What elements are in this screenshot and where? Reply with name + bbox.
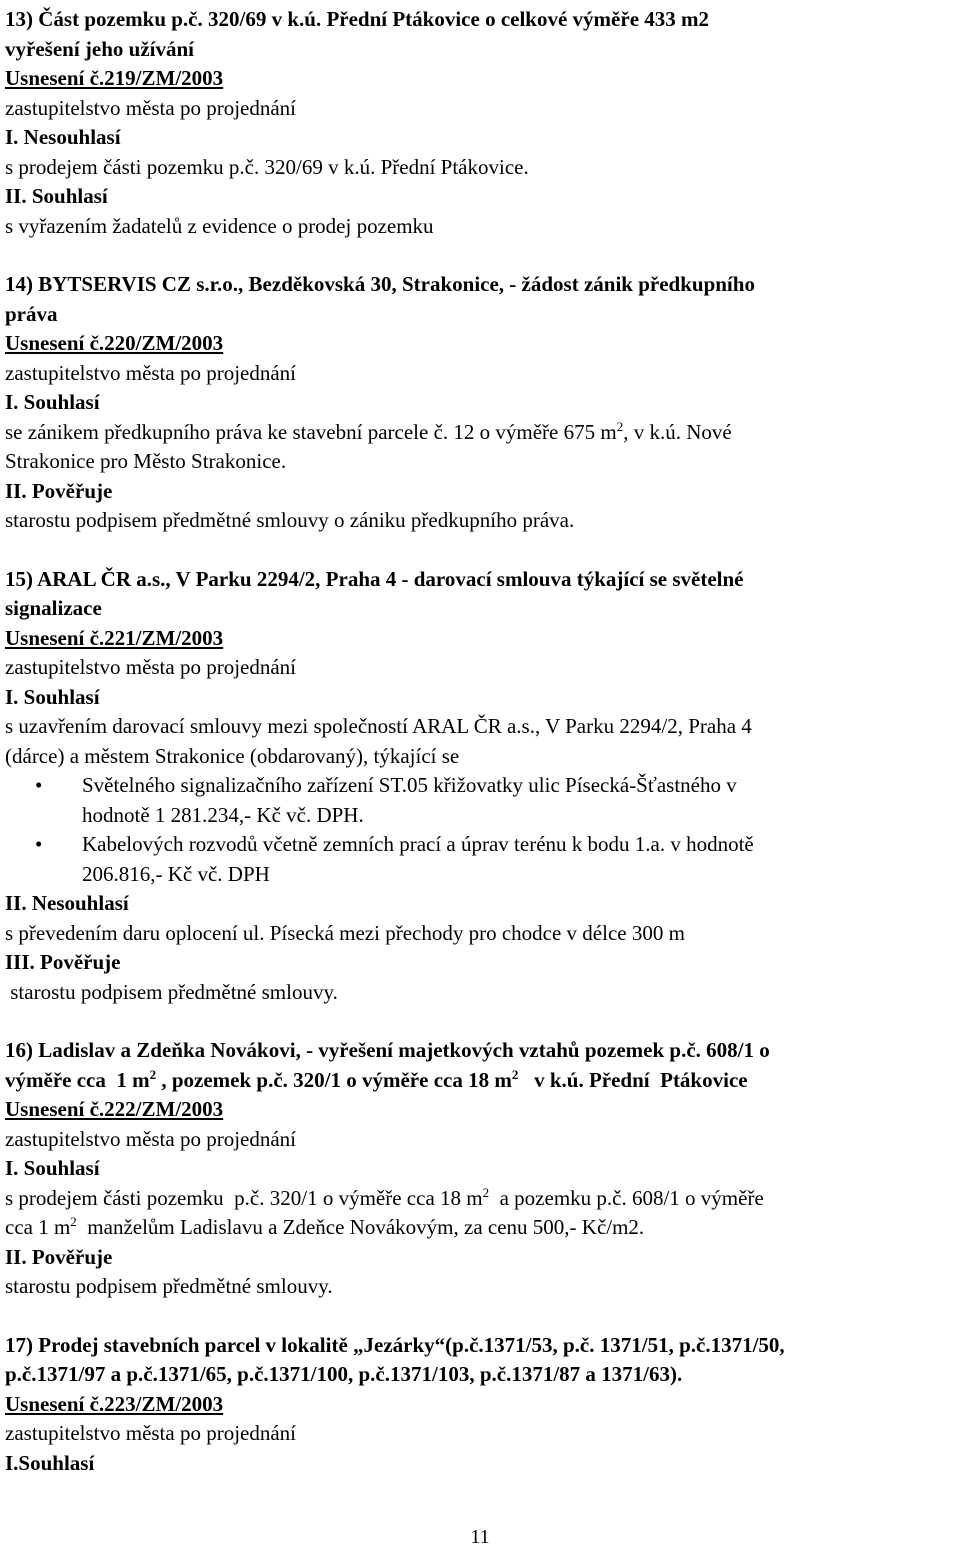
superscript: 2 — [70, 1214, 77, 1229]
agenda-item-13 — [5, 5, 960, 241]
bullet-item — [5, 771, 960, 801]
decision-label: II. Pověřuje — [5, 1244, 113, 1269]
decision-text: s vyřazením žadatelů z evidence o prodej pozemku — [5, 213, 434, 238]
agenda-item-16 — [5, 1036, 960, 1302]
council-statement: zastupitelstvo města po projednání — [5, 1421, 297, 1445]
agenda-item-15 — [5, 565, 960, 1008]
decision-text-part: , v k.ú. Nové — [623, 419, 732, 444]
bullet-text: Světelného signalizačního zařízení ST.05 křižovatky ulic Písecká-Šťastného v — [82, 773, 737, 797]
decision-label: I. Souhlasí — [5, 684, 100, 709]
superscript: 2 — [482, 1184, 490, 1200]
decision-text-part: manželům Ladislavu a Zdeňce Novákovým, za cenu 500,- Kč/m2. — [76, 1215, 645, 1239]
item-heading-line: 15) ARAL ČR a.s., V Parku 2294/2, Praha 4 - darovací smlouva týkající se světelné — [5, 566, 744, 591]
decision-text-part: se zánikem předkupního práva ke stavební parcele č. 12 o výměře 675 m — [5, 419, 617, 444]
council-statement: zastupitelstvo města po projednání — [5, 360, 297, 385]
bullet-list — [5, 771, 960, 889]
decision-label: II. Pověřuje — [5, 478, 113, 503]
bullet-icon: • — [35, 832, 43, 856]
decision-label: I. Nesouhlasí — [5, 125, 121, 149]
council-statement: zastupitelstvo města po projednání — [5, 1126, 297, 1151]
decision-text: Strakonice pro Město Strakonice. — [5, 449, 287, 473]
decision-text — [5, 1213, 960, 1243]
decision-label: II. Nesouhlasí — [5, 891, 129, 915]
agenda-item-14 — [5, 270, 960, 536]
decision-label: I. Souhlasí — [5, 390, 100, 414]
resolution-number: Usnesení č.222/ZM/2003 — [5, 1097, 224, 1121]
bullet-text: hodnotě 1 281.234,- Kč vč. DPH. — [82, 802, 364, 827]
page-number: 11 — [470, 1526, 490, 1548]
decision-label: II. Souhlasí — [5, 184, 108, 208]
heading-part: v k.ú. Přední Ptákovice — [518, 1067, 748, 1092]
item-heading-line: práva — [5, 301, 58, 326]
item-heading-line — [5, 1066, 960, 1096]
heading-part: , pozemek p.č. 320/1 o výměře cca 18 m — [156, 1067, 512, 1092]
resolution-number: Usnesení č.220/ZM/2003 — [5, 331, 224, 355]
decision-text: s uzavřením darovací smlouvy mezi společností ARAL ČR a.s., V Parku 2294/2, Praha 4 — [5, 714, 752, 738]
superscript: 2 — [511, 1066, 519, 1082]
decision-text-part: s prodejem části pozemku p.č. 320/1 o výměře cca 18 m — [5, 1185, 483, 1210]
decision-text: starostu podpisem předmětné smlouvy o zániku předkupního práva. — [5, 508, 575, 532]
decision-label: I.Souhlasí — [5, 1450, 95, 1475]
decision-text-part: cca 1 m — [5, 1215, 71, 1239]
council-statement: zastupitelstvo města po projednání — [5, 95, 297, 120]
item-heading-line: 14) BYTSERVIS CZ s.r.o., Bezděkovská 30, Strakonice, - žádost zánik předkupního — [5, 272, 755, 296]
item-heading-line: 17) Prodej stavebních parcel v lokalitě „Jezárky“(p.č.1371/53, p.č. 1371/51, p.č.1371/50, — [5, 1332, 785, 1357]
decision-text: s převedením daru oplocení ul. Písecká mezi přechody pro chodce v délce 300 m — [5, 920, 685, 945]
decision-text: (dárce) a městem Strakonice (obdarovaný), týkající se — [5, 743, 460, 768]
agenda-item-17 — [5, 1331, 960, 1479]
document-body — [5, 5, 960, 1478]
decision-text: starostu podpisem předmětné smlouvy. — [5, 1274, 333, 1298]
item-heading-line: p.č.1371/97 a p.č.1371/65, p.č.1371/100, p.č.1371/103, p.č.1371/87 a 1371/63). — [5, 1362, 683, 1386]
superscript: 2 — [149, 1066, 157, 1082]
item-heading-line: 16) Ladislav a Zdeňka Novákovi, - vyřešení majetkových vztahů pozemek p.č. 608/1 o — [5, 1038, 770, 1062]
superscript: 2 — [616, 418, 624, 434]
decision-label: I. Souhlasí — [5, 1156, 100, 1180]
decision-text: starostu podpisem předmětné smlouvy. — [5, 979, 338, 1004]
bullet-text: Kabelových rozvodů včetně zemních prací a úprav terénu k bodu 1.a. v hodnotě — [82, 832, 754, 856]
heading-part: výměře cca 1 m — [5, 1067, 150, 1092]
decision-text — [5, 1184, 960, 1214]
item-heading-line: signalizace — [5, 596, 102, 620]
item-heading-line: 13) Část pozemku p.č. 320/69 v k.ú. Přední Ptákovice o celkové výměře 433 m2 — [5, 7, 710, 31]
resolution-number: Usnesení č.221/ZM/2003 — [5, 625, 224, 650]
bullet-icon: • — [35, 773, 43, 797]
resolution-number: Usnesení č.219/ZM/2003 — [5, 66, 224, 90]
bullet-text: 206.816,- Kč vč. DPH — [82, 861, 270, 886]
decision-label: III. Pověřuje — [5, 950, 121, 974]
item-heading-line: vyřešení jeho užívání — [5, 36, 194, 61]
decision-text-part: a pozemku p.č. 608/1 o výměře — [489, 1185, 764, 1210]
decision-text: s prodejem části pozemku p.č. 320/69 v k.ú. Přední Ptákovice. — [5, 154, 529, 179]
council-statement: zastupitelstvo města po projednání — [5, 655, 297, 679]
bullet-item — [5, 830, 960, 860]
resolution-number: Usnesení č.223/ZM/2003 — [5, 1391, 224, 1416]
decision-text — [5, 418, 960, 448]
